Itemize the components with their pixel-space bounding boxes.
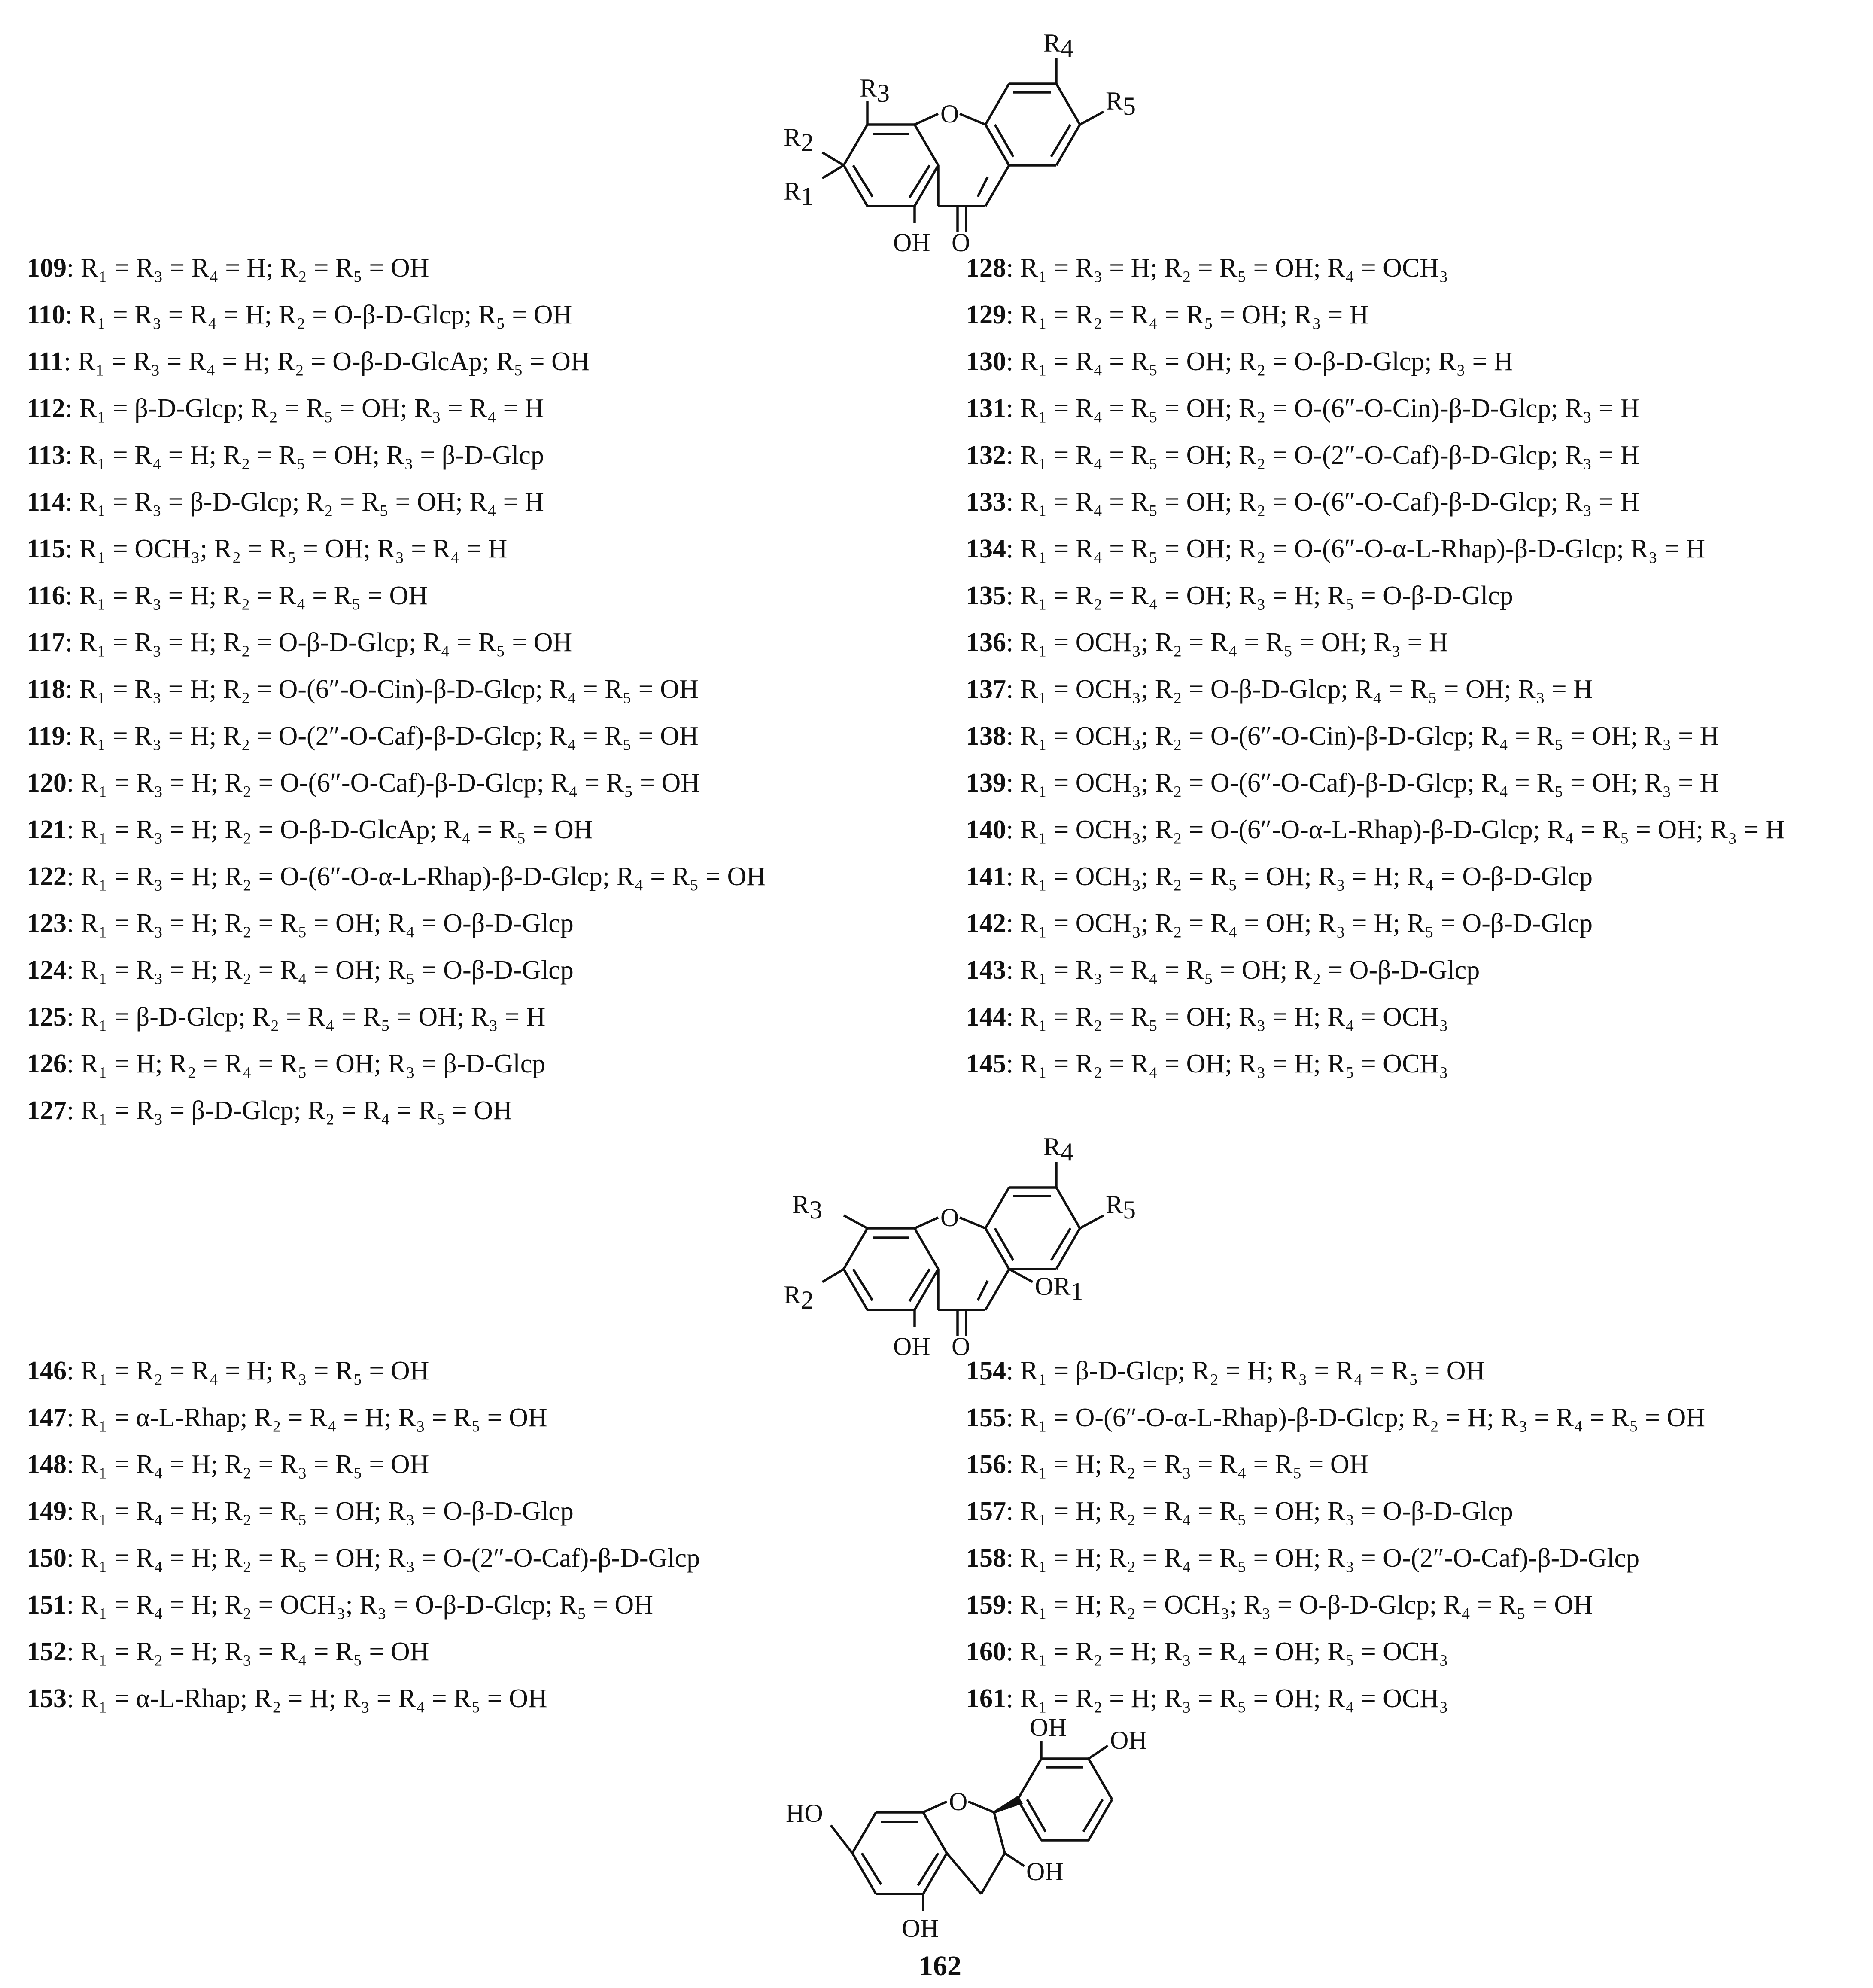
bond [923, 1812, 947, 1853]
compound-entry: 125: R₁ = β-D-Glcp; R₂ = R₄ = R₅ = OH; R₃ = H [27, 1002, 546, 1032]
bond [1080, 112, 1104, 125]
bond [1051, 1228, 1070, 1260]
bond [1056, 84, 1080, 125]
bond [968, 1802, 994, 1812]
compound-entry: 141: R₁ = OCH₃; R₂ = R₅ = OH; R₃ = H; R₄ = O-β-D-Glcp [966, 862, 1593, 891]
bond [960, 114, 985, 125]
svg-text:R2: R2 [784, 1281, 814, 1314]
compound-entry: 132: R₁ = R₄ = R₅ = OH; R₂ = O-(2″-O-Caf)-β-D-Glcp; R₃ = H [966, 441, 1640, 470]
bond [822, 152, 844, 165]
flavone-list-left [27, 245, 766, 1134]
bond [994, 1812, 1005, 1853]
compound-entry: 154: R₁ = β-D-Glcp; R₂ = H; R₃ = R₄ = R₅ = OH [966, 1356, 1485, 1385]
bond [831, 1825, 852, 1853]
bond [985, 165, 1009, 206]
compound-entry: 140: R₁ = OCH₃; R₂ = O-(6″-O-α-L-Rhap)-β-D-Glcp; R₄ = R₅ = OH; R₃ = H [966, 815, 1785, 844]
svg-text:OR1: OR1 [1035, 1272, 1084, 1306]
flavonol-structure [764, 1121, 1151, 1361]
compound-entry: 145: R₁ = R₂ = R₄ = OH; R₃ = H; R₅ = OCH₃ [966, 1049, 1448, 1078]
bond [844, 125, 867, 165]
compound-entry: 151: R₁ = R₄ = H; R₂ = OCH₃; R₃ = O-β-D-Glcp; R₅ = OH [27, 1590, 653, 1620]
compound-entry: 137: R₁ = OCH₃; R₂ = O-β-D-Glcp; R₄ = R₅ = OH; R₃ = H [966, 675, 1593, 704]
bond [1009, 1269, 1033, 1282]
bond [1080, 1215, 1104, 1228]
svg-text:R4: R4 [1043, 29, 1074, 62]
bond [1056, 1187, 1080, 1228]
compound-entry: 128: R₁ = R₃ = H; R₂ = R₅ = OH; R₄ = OCH₃ [966, 253, 1448, 283]
svg-text:R3: R3 [792, 1190, 823, 1224]
compound-entry: 116: R₁ = R₃ = H; R₂ = R₄ = R₅ = OH [27, 581, 428, 610]
bond [995, 1228, 1013, 1260]
svg-text:R5: R5 [1106, 87, 1136, 120]
bond [985, 1187, 1009, 1228]
compound-entry: 113: R₁ = R₄ = H; R₂ = R₅ = OH; R₃ = β-D-Glcp [27, 441, 544, 470]
hydroxyl-label-4p: OH [1110, 1726, 1147, 1754]
bond [1027, 1799, 1046, 1832]
compound-entry: 160: R₁ = R₂ = H; R₃ = R₄ = OH; R₅ = OCH₃ [966, 1637, 1448, 1666]
hydroxyl-label: OH [893, 1332, 930, 1361]
ring-oxygen-label: O [940, 100, 959, 128]
bond [923, 1802, 947, 1812]
bond [844, 1228, 867, 1269]
bond [960, 1218, 985, 1228]
compound-entry: 120: R₁ = R₃ = H; R₂ = O-(6″-O-Caf)-β-D-Glcp; R₄ = R₅ = OH [27, 768, 700, 798]
compound-entry: 117: R₁ = R₃ = H; R₂ = O-β-D-Glcp; R₄ = R₅ = OH [27, 628, 572, 657]
svg-text:R3: R3 [860, 74, 890, 107]
bond [852, 1812, 876, 1853]
hydroxyl-label-3p: OH [1030, 1713, 1067, 1741]
bond [915, 125, 938, 165]
compound-entry: 149: R₁ = R₄ = H; R₂ = R₅ = OH; R₃ = O-β-D-Glcp [27, 1497, 574, 1526]
hydroxyl-label-5: OH [902, 1914, 939, 1942]
svg-text:R4: R4 [1043, 1133, 1074, 1166]
compound-entry: 139: R₁ = OCH₃; R₂ = O-(6″-O-Caf)-β-D-Glcp; R₄ = R₅ = OH; R₃ = H [966, 768, 1719, 798]
flavonol-list-left [27, 1348, 700, 1722]
bond [978, 177, 988, 197]
compound-entry: 133: R₁ = R₄ = R₅ = OH; R₂ = O-(6″-O-Caf)-β-D-Glcp; R₃ = H [966, 487, 1640, 517]
compound-entry: 122: R₁ = R₃ = H; R₂ = O-(6″-O-α-L-Rhap)-β-D-Glcp; R₄ = R₅ = OH [27, 862, 766, 891]
svg-text:R5: R5 [1106, 1190, 1136, 1224]
bond [853, 1269, 873, 1300]
compound-entry: 115: R₁ = OCH₃; R₂ = R₅ = OH; R₃ = R₄ = H [27, 534, 508, 563]
compound-entry: 161: R₁ = R₂ = H; R₃ = R₅ = OH; R₄ = OCH₃ [966, 1684, 1448, 1713]
bond [915, 1228, 938, 1269]
compound-entry: 110: R₁ = R₃ = R₄ = H; R₂ = O-β-D-Glcp; R₅ = OH [27, 300, 572, 329]
compound-entry: 136: R₁ = OCH₃; R₂ = R₄ = R₅ = OH; R₃ = H [966, 628, 1448, 657]
compound-entry: 130: R₁ = R₄ = R₅ = OH; R₂ = O-β-D-Glcp; R₃ = H [966, 347, 1513, 376]
bond [915, 1218, 938, 1228]
hydroxyl-label: OH [893, 228, 930, 257]
bond [985, 84, 1009, 125]
bond [852, 1853, 876, 1894]
compound-entry: 134: R₁ = R₄ = R₅ = OH; R₂ = O-(6″-O-α-L-Rhap)-β-D-Glcp; R₃ = H [966, 534, 1706, 563]
compound-entry: 152: R₁ = R₂ = H; R₃ = R₄ = R₅ = OH [27, 1637, 429, 1666]
bond [981, 1853, 1005, 1894]
ring-oxygen-label: O [949, 1787, 968, 1816]
compound-entry: 111: R₁ = R₃ = R₄ = H; R₂ = O-β-D-GlcAp; R₅ = OH [27, 347, 590, 376]
bond [822, 1269, 844, 1282]
compound-entry: 138: R₁ = OCH₃; R₂ = O-(6″-O-Cin)-β-D-Glcp; R₄ = R₅ = OH; R₃ = H [966, 722, 1719, 751]
bond [1005, 1853, 1024, 1866]
compound-entry: 121: R₁ = R₃ = H; R₂ = O-β-D-GlcAp; R₄ = R₅ = OH [27, 815, 593, 844]
catechin-structure [773, 1713, 1147, 1954]
bond [844, 1215, 867, 1228]
bond [822, 165, 844, 178]
compound-entry: 148: R₁ = R₄ = H; R₂ = R₃ = R₅ = OH [27, 1450, 429, 1479]
compound-entry: 109: R₁ = R₃ = R₄ = H; R₂ = R₅ = OH [27, 253, 429, 283]
bond [853, 165, 873, 197]
compound-entry: 123: R₁ = R₃ = H; R₂ = R₅ = OH; R₄ = O-β-D-Glcp [27, 909, 574, 938]
compound-entry: 118: R₁ = R₃ = H; R₂ = O-(6″-O-Cin)-β-D-Glcp; R₄ = R₅ = OH [27, 675, 699, 704]
compound-entry: 153: R₁ = α-L-Rhap; R₂ = H; R₃ = R₄ = R₅ = OH [27, 1684, 547, 1713]
compound-entry: 143: R₁ = R₃ = R₄ = R₅ = OH; R₂ = O-β-D-Glcp [966, 956, 1480, 985]
compound-entry: 119: R₁ = R₃ = H; R₂ = O-(2″-O-Caf)-β-D-Glcp; R₄ = R₅ = OH [27, 722, 699, 751]
compound-entry: 159: R₁ = H; R₂ = OCH₃; R₃ = O-β-D-Glcp; R₄ = R₅ = OH [966, 1590, 1593, 1620]
compound-entry: 114: R₁ = R₃ = β-D-Glcp; R₂ = R₅ = OH; R₄ = H [27, 487, 544, 517]
compound-entry: 129: R₁ = R₂ = R₄ = R₅ = OH; R₃ = H [966, 300, 1369, 329]
wedge-bond [994, 1797, 1021, 1812]
compound-entry: 112: R₁ = β-D-Glcp; R₂ = R₅ = OH; R₃ = R₄ = H [27, 394, 544, 423]
compound-entry: 150: R₁ = R₄ = H; R₂ = R₅ = OH; R₃ = O-(2″-O-Caf)-β-D-Glcp [27, 1544, 700, 1573]
carbonyl-oxygen-label: O [952, 228, 970, 257]
bond [909, 165, 930, 198]
compound-entry: 126: R₁ = H; R₂ = R₄ = R₅ = OH; R₃ = β-D-Glcp [27, 1049, 546, 1078]
svg-text:R2: R2 [784, 123, 814, 157]
bond [844, 165, 867, 206]
bond [909, 1269, 930, 1301]
compound-entry: 147: R₁ = α-L-Rhap; R₂ = R₄ = H; R₃ = R₅ = OH [27, 1403, 547, 1432]
compound-entry: 135: R₁ = R₂ = R₄ = OH; R₃ = H; R₅ = O-β-D-Glcp [966, 581, 1513, 610]
ring-oxygen-label: O [940, 1203, 959, 1232]
flavone-list-right [966, 245, 1785, 1087]
bond [985, 1269, 1009, 1310]
carbonyl-oxygen-label: O [952, 1332, 970, 1361]
bond [995, 125, 1013, 157]
compound-entry: 155: R₁ = O-(6″-O-α-L-Rhap)-β-D-Glcp; R₂ = H; R₃ = R₄ = R₅ = OH [966, 1403, 1706, 1432]
compound-entry: 127: R₁ = R₃ = β-D-Glcp; R₂ = R₄ = R₅ = OH [27, 1096, 512, 1125]
svg-text:R1: R1 [784, 177, 814, 210]
bond [978, 1281, 988, 1300]
bond [918, 1853, 938, 1885]
hydroxyl-label-7: HO [786, 1799, 823, 1827]
compound-entry: 142: R₁ = OCH₃; R₂ = R₄ = OH; R₃ = H; R₅ = O-β-D-Glcp [966, 909, 1593, 938]
bond [1018, 1759, 1041, 1799]
compound-entry: 124: R₁ = R₃ = H; R₂ = R₄ = OH; R₅ = O-β-D-Glcp [27, 956, 574, 985]
compound-entry: 144: R₁ = R₂ = R₅ = OH; R₃ = H; R₄ = OCH₃ [966, 1002, 1448, 1032]
bond [1051, 125, 1070, 157]
compound-entry: 146: R₁ = R₂ = R₄ = H; R₃ = R₅ = OH [27, 1356, 429, 1385]
compound-entry: 131: R₁ = R₄ = R₅ = OH; R₂ = O-(6″-O-Cin)-β-D-Glcp; R₃ = H [966, 394, 1640, 423]
bond [1089, 1759, 1112, 1799]
compound-entry: 158: R₁ = H; R₂ = R₄ = R₅ = OH; R₃ = O-(2″-O-Caf)-β-D-Glcp [966, 1544, 1640, 1573]
bond [947, 1853, 981, 1894]
flavonol-list-right [966, 1348, 1705, 1722]
compound-entry: 156: R₁ = H; R₂ = R₃ = R₄ = R₅ = OH [966, 1450, 1369, 1479]
bond [1083, 1799, 1103, 1832]
compound-number-162: 162 [919, 1950, 961, 1982]
bond [862, 1853, 881, 1884]
hydroxyl-label-3: OH [1026, 1857, 1064, 1886]
compound-entry: 157: R₁ = H; R₂ = R₄ = R₅ = OH; R₃ = O-β-D-Glcp [966, 1497, 1513, 1526]
flavone-structure [764, 17, 1151, 257]
bond [1089, 1746, 1108, 1759]
bond [915, 114, 938, 125]
bond [844, 1269, 867, 1310]
